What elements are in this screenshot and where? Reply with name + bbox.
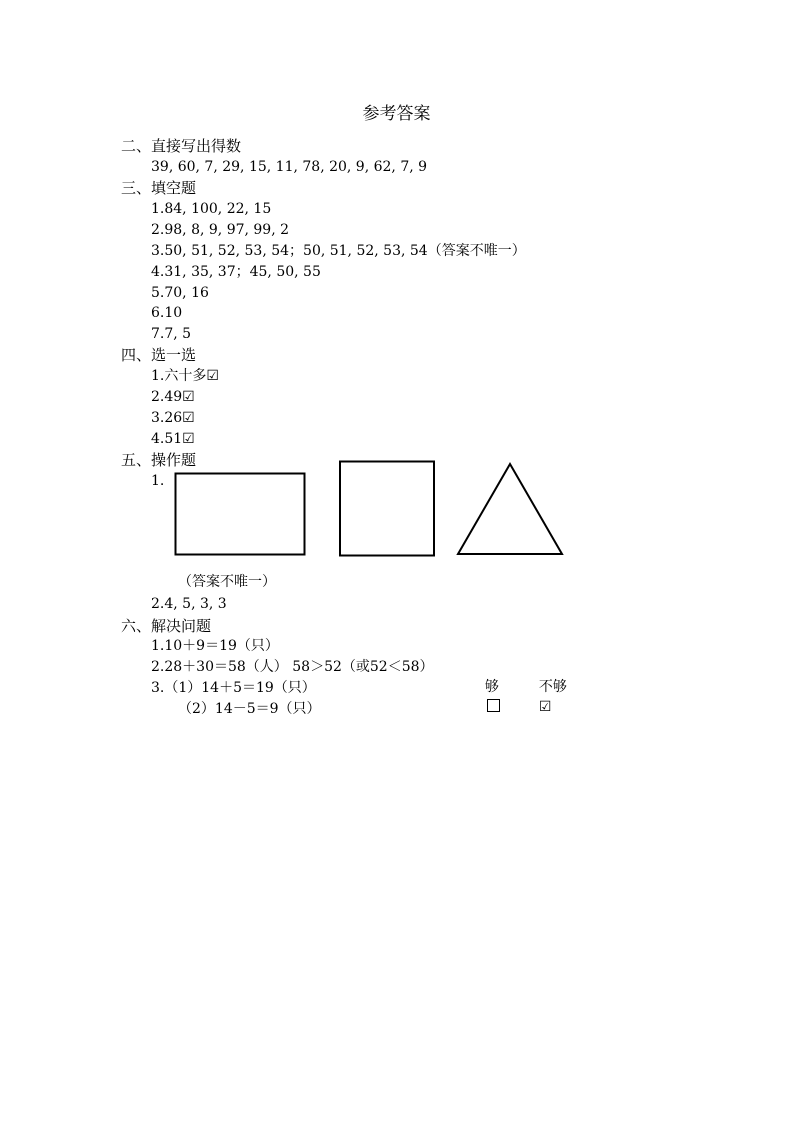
answer-item: 6.10	[151, 305, 183, 321]
not-enough-label: 不够	[538, 679, 567, 695]
answer-item: 4.51☑	[151, 431, 195, 447]
checked-box-icon: ☑	[538, 699, 552, 715]
page-title: 参考答案	[362, 104, 431, 124]
answer-item: 7.7, 5	[151, 326, 192, 342]
answer-item: 2.4, 5, 3, 3	[151, 596, 227, 612]
answer-item: 1.	[151, 473, 165, 489]
section-heading-3: 三、填空题	[121, 179, 197, 197]
answer-item: 3.26☑	[151, 410, 195, 426]
rectangle-shape	[176, 474, 305, 555]
answer-line: 39, 60, 7, 29, 15, 11, 78, 20, 9, 62, 7, 9	[151, 159, 428, 175]
section-heading-6: 六、解决问题	[121, 617, 212, 635]
answer-item: 2.28＋30＝58（人） 58＞52（或52＜58）	[151, 659, 434, 675]
section-heading-4: 四、选一选	[121, 346, 197, 364]
answer-item: 3.（1）14＋5＝19（只）	[151, 680, 316, 696]
not-enough-option	[530, 657, 567, 717]
answer-note: （答案不唯一）	[178, 574, 276, 590]
answer-item: 5.70, 16	[151, 285, 209, 301]
answer-item: 1.84, 100, 22, 15	[151, 201, 272, 217]
enough-label: 够	[484, 679, 499, 695]
answer-item: 3.50, 51, 52, 53, 54；50, 51, 52, 53, 54（答案不唯一）	[151, 243, 526, 259]
answer-item: 1.10＋9＝19（只）	[151, 638, 279, 654]
section-heading-5: 五、操作题	[121, 451, 197, 469]
section-heading-2: 二、直接写出得数	[121, 137, 242, 155]
answer-item: 4.31, 35, 37；45, 50, 55	[151, 264, 321, 280]
answer-item: 2.98, 8, 9, 97, 99, 2	[151, 222, 290, 238]
answer-item: 2.49☑	[151, 389, 195, 405]
answer-item: （2）14－5＝9（只）	[178, 701, 321, 717]
square-shape	[340, 462, 434, 556]
triangle-shape	[458, 464, 562, 554]
empty-box-icon	[487, 699, 500, 712]
answer-item: 1.六十多☑	[151, 368, 219, 384]
enough-option	[476, 657, 500, 717]
